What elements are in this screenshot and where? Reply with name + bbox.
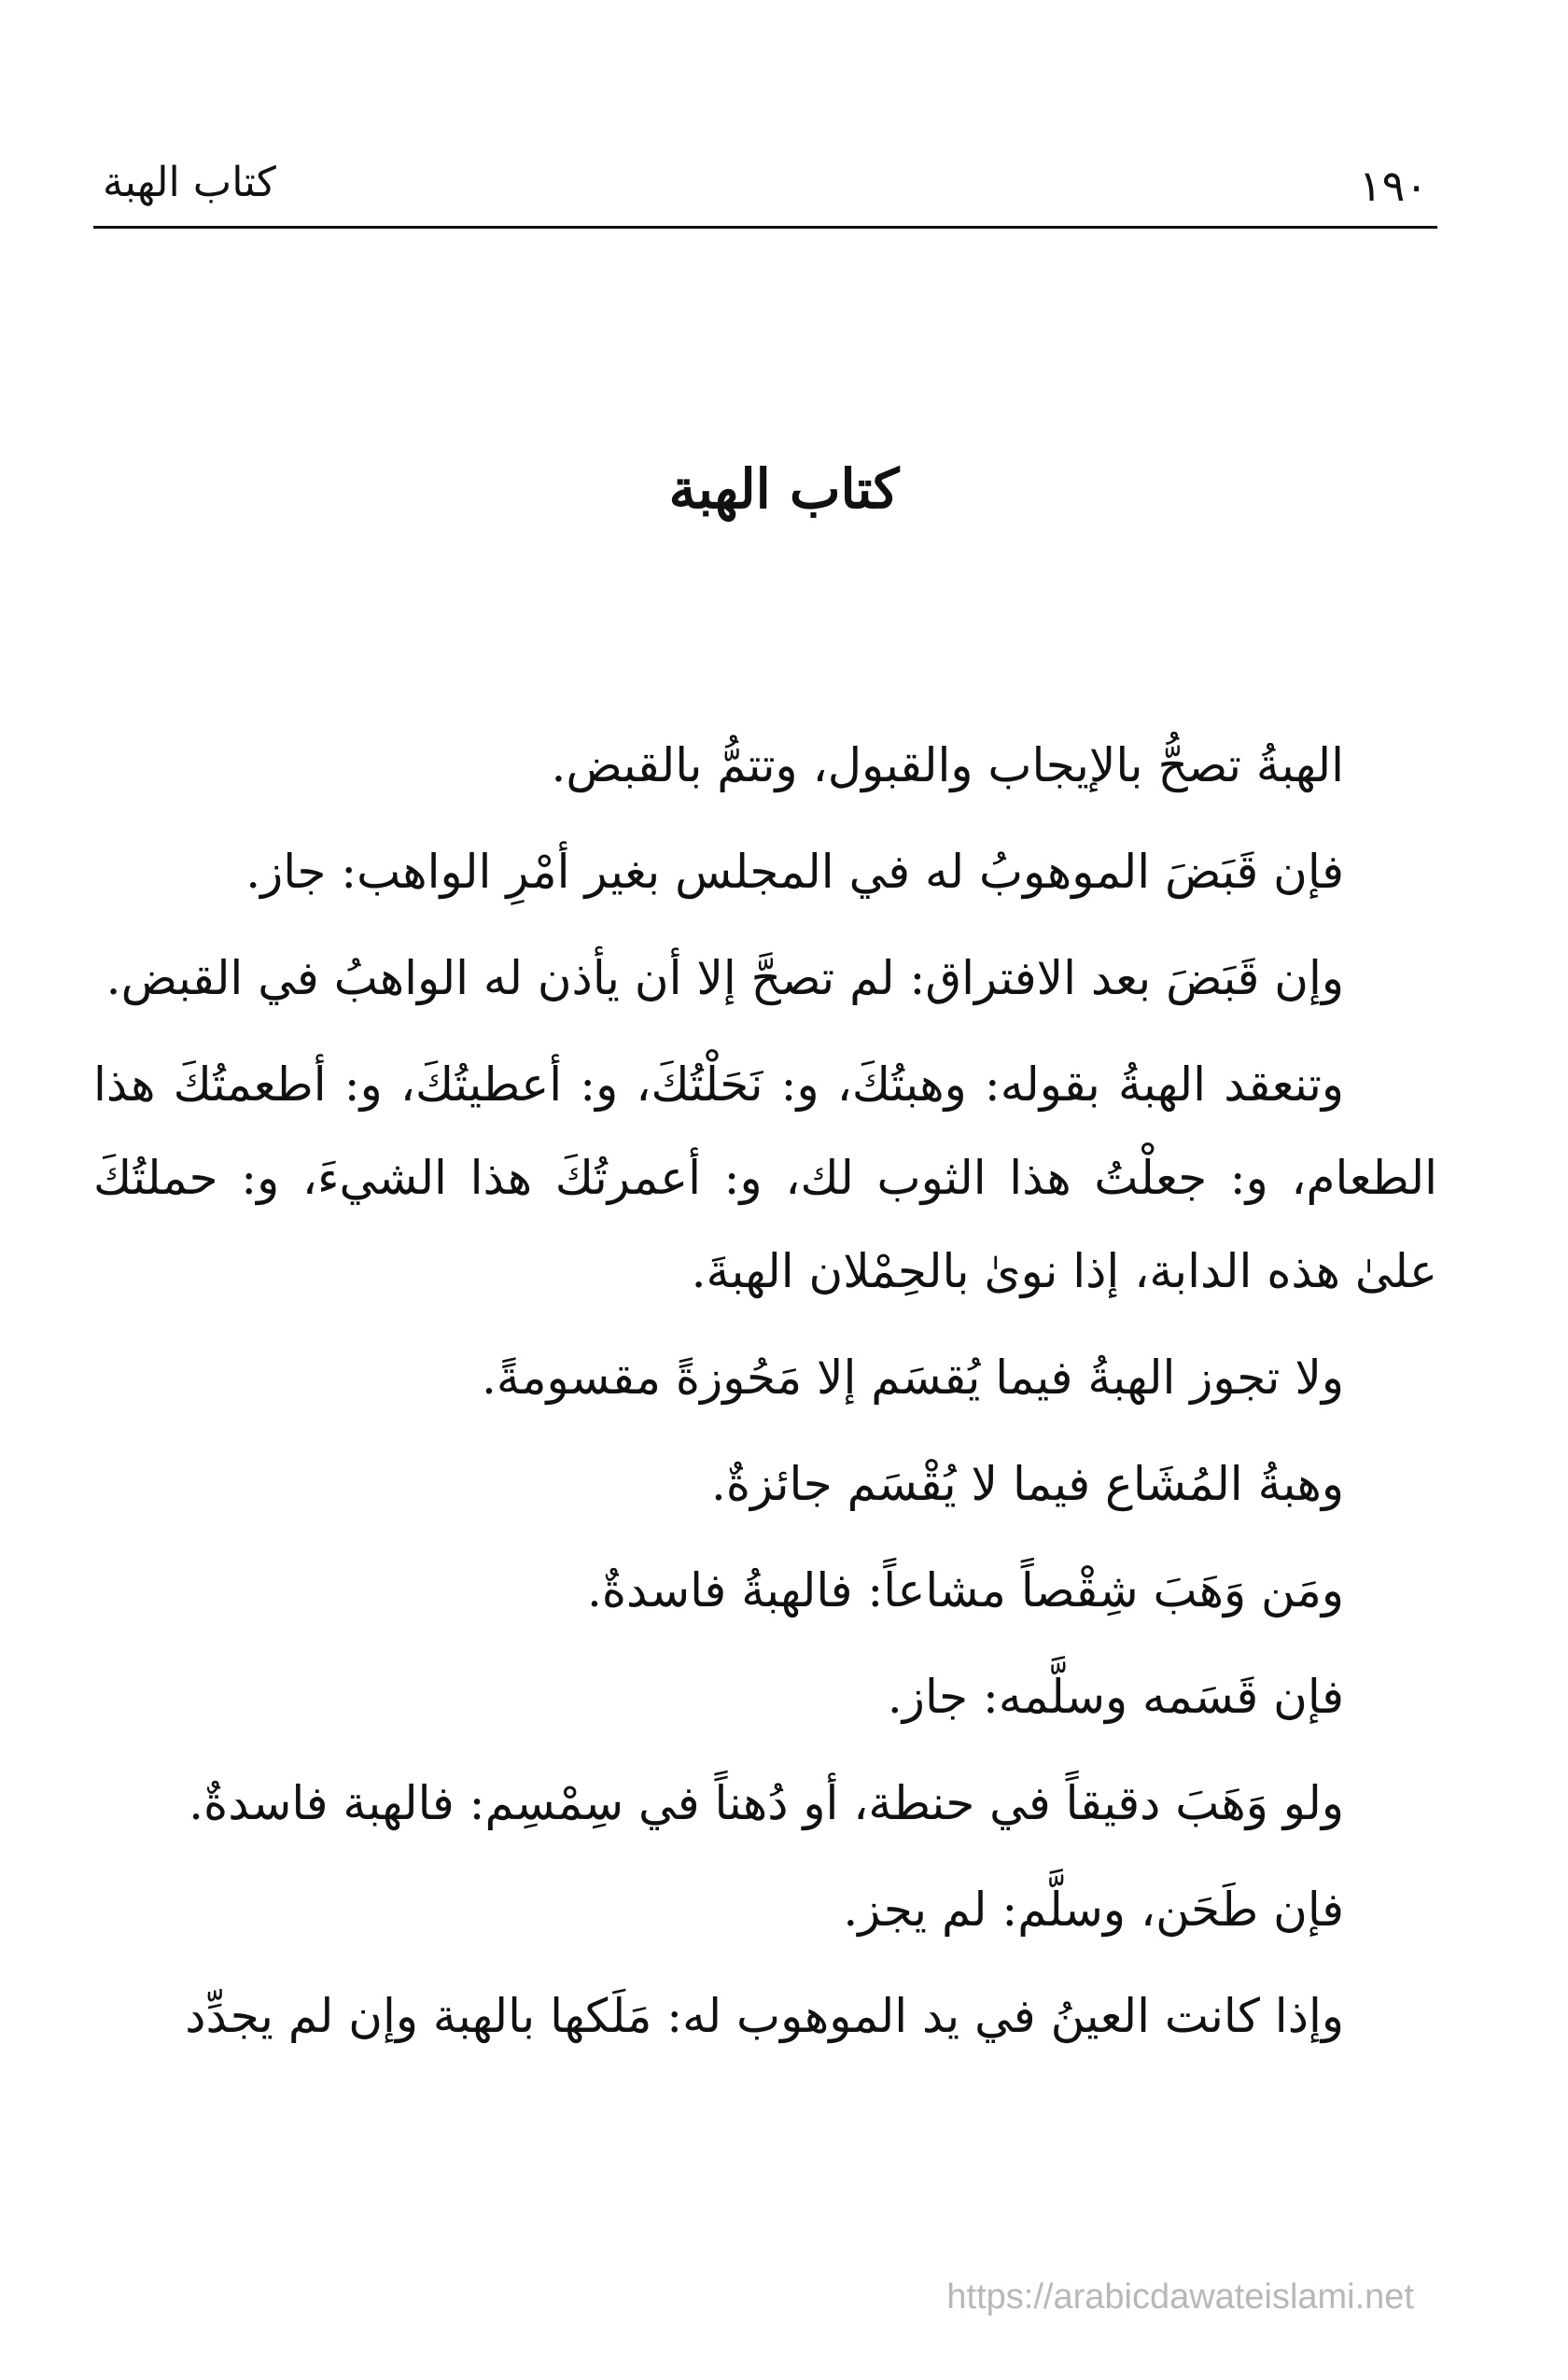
paragraph: الهبةُ تصحُّ بالإيجاب والقبول، وتتمُّ بالقبض.	[551, 738, 1344, 792]
paragraph: وإذا كانت العينُ في يد الموهوب له: مَلَكها بالهبة وإن لم يجدِّد	[185, 1989, 1344, 2043]
page-header	[93, 147, 1437, 229]
paragraph: وهبةُ المُشَاع فيما لا يُقْسَم جائزةٌ.	[710, 1457, 1344, 1511]
paragraph: وتنعقد الهبةُ بقوله: وهبتُكَ، و: نَحَلْتُكَ، و: أعطيتُكَ، و: أطعمتُكَ هذا الطعام، و: جعلْتُ هذا الثوب لك، و: أعمرتُكَ هذا الشيءَ، و: حملتُكَ علىٰ هذه الدابة، إذا نوىٰ بالحِمْلان الهبةَ.	[93, 1057, 1437, 1298]
watermark-url: https://arabicdawateislami.net	[946, 2277, 1414, 2317]
running-title: كتاب الهبة	[103, 159, 276, 206]
paragraph: فإن قَسَمه وسلَّمه: جاز.	[887, 1670, 1344, 1724]
paragraph: ولا تجوز الهبةُ فيما يُقسَم إلا مَحُوزةً مقسومةً.	[482, 1351, 1344, 1405]
body-text	[93, 719, 1437, 2076]
paragraph: فإن قَبَضَ الموهوبُ له في المجلس بغير أمْرِ الواهب: جاز.	[245, 845, 1344, 899]
paragraph: فإن طَحَن، وسلَّم: لم يجز.	[843, 1883, 1344, 1937]
chapter-title: كتاب الهبة	[668, 457, 900, 521]
paragraph: وإن قَبَضَ بعد الافتراق: لم تصحَّ إلا أن يأذن له الواهبُ في القبض.	[105, 951, 1344, 1005]
paragraph: ومَن وَهَبَ شِقْصاً مشاعاً: فالهبةُ فاسدةٌ.	[586, 1563, 1344, 1617]
paragraph: ولو وَهَبَ دقيقاً في حنطة، أو دُهناً في سِمْسِم: فالهبة فاسدةٌ.	[189, 1776, 1344, 1830]
page-number: ١٩٠	[1358, 161, 1428, 211]
